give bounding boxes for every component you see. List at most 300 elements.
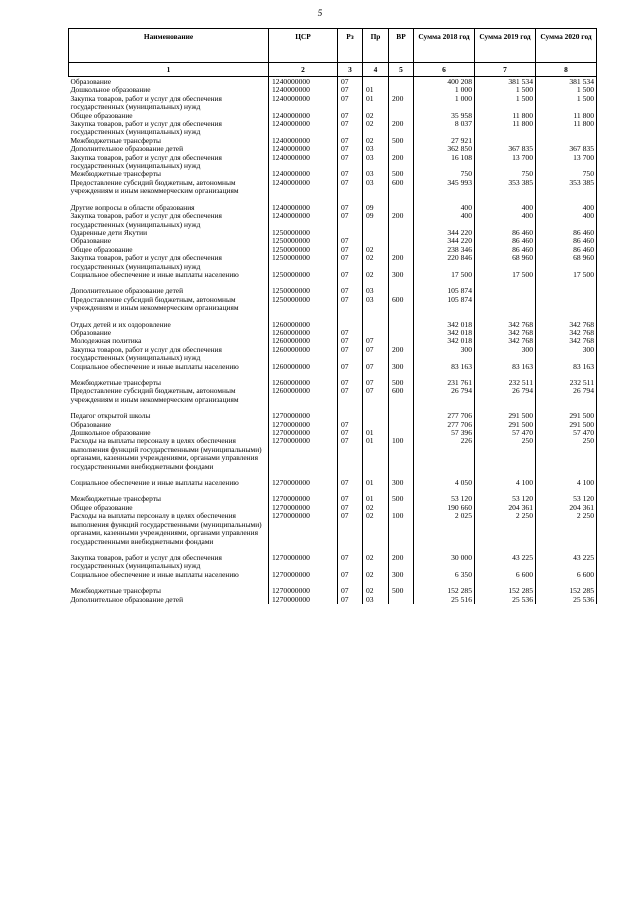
cell-name: Дошкольное образование [70, 85, 151, 95]
cell-rz: 07 [338, 512, 363, 546]
budget-table [68, 28, 597, 604]
cell-pr: 03 [363, 145, 389, 153]
cell-csr: 1270000000 [269, 421, 338, 429]
cell-sum-2020: 2 250 [536, 512, 597, 546]
cell-sum-2020: 6 600 [536, 571, 597, 579]
cell-sum-2020: 353 385 [536, 179, 597, 196]
cell-sum-2018: 8 037 [414, 120, 475, 137]
cell-sum-2019: 300 [475, 346, 536, 363]
cell-rz: 07 [338, 329, 363, 337]
table-row [69, 212, 597, 229]
cell-csr: 1240000000 [269, 77, 338, 87]
cell-csr: 1240000000 [269, 120, 338, 137]
cell-vr: 200 [389, 212, 414, 229]
cell-sum-2019: 291 500 [475, 421, 536, 429]
cell-name: Социальное обеспечение и иные выплаты населению [70, 478, 239, 488]
cell-sum-2018: 362 850 [414, 145, 475, 153]
cell-csr: 1260000000 [269, 329, 338, 337]
cell-csr: 1240000000 [269, 86, 338, 94]
table-row [69, 554, 597, 571]
cell-rz: 07 [338, 287, 363, 295]
cell-sum-2019: 11 800 [475, 112, 536, 120]
cell-name: Предоставление субсидий бюджетным, автономным учреждениям и иным некоммерческим организациям [70, 386, 239, 404]
cell-pr: 03 [363, 296, 389, 313]
cell-vr: 300 [389, 571, 414, 579]
cell-vr: 200 [389, 154, 414, 171]
cell-csr: 1270000000 [269, 504, 338, 512]
cell-rz: 07 [338, 212, 363, 229]
cell-sum-2019 [475, 296, 536, 313]
cell-csr: 1250000000 [269, 287, 338, 295]
cell-rz: 07 [338, 363, 363, 371]
cell-sum-2020: 400 [536, 204, 597, 212]
cell-rz: 07 [338, 379, 363, 387]
budget-table-sheet [68, 28, 596, 604]
cell-name: Закупка товаров, работ и услуг для обеспечения государственных (муниципальных) нужд [70, 253, 222, 271]
cell-vr: 500 [389, 137, 414, 145]
cell-sum-2018: 400 [414, 212, 475, 229]
table-row [69, 387, 597, 404]
cell-sum-2020 [536, 287, 597, 295]
cell-sum-2020: 13 700 [536, 154, 597, 171]
header-number-2: 2 [269, 63, 338, 77]
header-number-4: 4 [363, 63, 389, 77]
cell-sum-2018: 6 350 [414, 571, 475, 579]
cell-sum-2020: 232 511 [536, 379, 597, 387]
cell-pr [363, 313, 389, 321]
cell-sum-2020: 53 120 [536, 495, 597, 503]
cell-sum-2018: 35 958 [414, 112, 475, 120]
cell-rz: 07 [338, 387, 363, 404]
cell-name: Отдых детей и их оздоровление [70, 319, 171, 329]
cell-pr: 02 [363, 512, 389, 546]
cell-rz: 07 [338, 154, 363, 171]
cell-pr: 03 [363, 154, 389, 171]
cell-sum-2019: 86 460 [475, 229, 536, 237]
table-row [69, 95, 597, 112]
cell-sum-2020: 4 100 [536, 479, 597, 487]
cell-name: Социальное обеспечение и иные выплаты населению [70, 569, 239, 579]
cell-vr [389, 313, 414, 321]
cell-vr [389, 329, 414, 337]
cell-sum-2020: 204 361 [536, 504, 597, 512]
table-row [69, 512, 597, 546]
cell-sum-2020: 11 800 [536, 120, 597, 137]
table-row [69, 571, 597, 579]
header-number-5: 5 [389, 63, 414, 77]
cell-csr: 1240000000 [269, 154, 338, 171]
cell-pr: 07 [363, 346, 389, 363]
cell-sum-2019: 291 500 [475, 412, 536, 420]
cell-name: Дополнительное образование детей [70, 144, 184, 154]
cell-sum-2018: 16 108 [414, 154, 475, 171]
cell-sum-2019: 250 [475, 437, 536, 471]
cell-sum-2018: 300 [414, 346, 475, 363]
cell-sum-2018: 57 396 [414, 429, 475, 437]
cell-csr: 1260000000 [269, 387, 338, 404]
cell-sum-2020: 250 [536, 437, 597, 471]
cell-sum-2018: 342 018 [414, 329, 475, 337]
cell-sum-2020: 342 768 [536, 337, 597, 345]
cell-sum-2020 [536, 296, 597, 313]
cell-name: Одаренные дети Якутии [70, 227, 148, 237]
header-sum-2018: Сумма 2018 год [414, 29, 475, 63]
cell-sum-2019: 53 120 [475, 495, 536, 503]
cell-name: Межбюджетные трансферты [70, 586, 161, 596]
cell-sum-2019: 68 960 [475, 254, 536, 271]
cell-rz: 07 [338, 337, 363, 345]
cell-sum-2019: 204 361 [475, 504, 536, 512]
cell-sum-2020: 86 460 [536, 237, 597, 245]
cell-csr: 1260000000 [269, 346, 338, 363]
cell-sum-2019: 400 [475, 212, 536, 229]
cell-csr: 1260000000 [269, 321, 338, 329]
cell-pr: 02 [363, 246, 389, 254]
cell-sum-2018: 342 018 [414, 337, 475, 345]
cell-pr: 03 [363, 287, 389, 295]
cell-pr: 07 [363, 363, 389, 371]
cell-csr: 1270000000 [269, 495, 338, 503]
cell-rz: 07 [338, 86, 363, 94]
page-number: 5 [317, 8, 323, 18]
cell-sum-2018: 220 846 [414, 254, 475, 271]
cell-sum-2020: 86 460 [536, 229, 597, 237]
cell-sum-2018: 53 120 [414, 495, 475, 503]
cell-vr: 600 [389, 296, 414, 313]
cell-name: Социальное обеспечение и иные выплаты населению [70, 269, 239, 279]
cell-csr: 1240000000 [269, 170, 338, 178]
cell-pr: 03 [363, 170, 389, 178]
cell-sum-2018: 83 163 [414, 363, 475, 371]
cell-name: Закупка товаров, работ и услуг для обеспечения государственных (муниципальных) нужд [70, 211, 222, 229]
cell-sum-2020: 291 500 [536, 412, 597, 420]
cell-sum-2020: 750 [536, 170, 597, 178]
header-number-3: 3 [338, 63, 363, 77]
cell-sum-2018: 400 [414, 204, 475, 212]
header-number-1: 1 [69, 63, 269, 77]
cell-sum-2018: 277 706 [414, 412, 475, 420]
cell-vr: 300 [389, 363, 414, 371]
cell-rz: 07 [338, 421, 363, 429]
cell-csr: 1240000000 [269, 112, 338, 120]
cell-vr [389, 229, 414, 237]
cell-name: Предоставление субсидий бюджетным, автономным учреждениям и иным некоммерческим организациям [70, 294, 239, 313]
cell-sum-2020: 17 500 [536, 271, 597, 279]
cell-name: Дополнительное образование детей [70, 286, 184, 296]
cell-sum-2020: 68 960 [536, 254, 597, 271]
cell-sum-2019: 381 534 [475, 77, 536, 87]
table-row [69, 154, 597, 171]
cell-csr: 1270000000 [269, 479, 338, 487]
cell-sum-2018: 4 050 [414, 479, 475, 487]
cell-rz: 07 [338, 237, 363, 245]
cell-rz: 07 [338, 120, 363, 137]
cell-rz: 07 [338, 254, 363, 271]
header-name: Наименование [69, 29, 269, 63]
cell-name: Закупка товаров, работ и услуг для обеспечения государственных (муниципальных) нужд [70, 344, 222, 363]
cell-vr [389, 596, 414, 604]
cell-name: Межбюджетные трансферты [70, 135, 161, 145]
header-csr: ЦСР [269, 29, 338, 63]
cell-sum-2020: 1 500 [536, 95, 597, 112]
cell-sum-2020: 11 800 [536, 112, 597, 120]
cell-pr: 07 [363, 379, 389, 387]
cell-sum-2019: 367 835 [475, 145, 536, 153]
cell-sum-2020: 342 768 [536, 321, 597, 329]
cell-vr: 100 [389, 512, 414, 546]
cell-pr: 02 [363, 137, 389, 145]
cell-csr: 1250000000 [269, 246, 338, 254]
table-row [69, 363, 597, 371]
cell-name: Общее образование [70, 502, 133, 512]
cell-sum-2019: 4 100 [475, 479, 536, 487]
cell-rz: 07 [338, 137, 363, 145]
cell-sum-2018: 190 660 [414, 504, 475, 512]
header-rz: Рз [338, 29, 363, 63]
cell-rz: 07 [338, 246, 363, 254]
cell-vr: 200 [389, 346, 414, 363]
cell-rz: 07 [338, 179, 363, 196]
cell-pr: 01 [363, 95, 389, 112]
table-row [69, 179, 597, 196]
cell-rz: 07 [338, 346, 363, 363]
cell-sum-2019: 1 500 [475, 86, 536, 94]
cell-csr: 1270000000 [269, 571, 338, 579]
cell-sum-2020: 83 163 [536, 363, 597, 371]
cell-sum-2018: 105 874 [414, 296, 475, 313]
cell-sum-2019: 86 460 [475, 246, 536, 254]
cell-sum-2018: 231 761 [414, 379, 475, 387]
cell-name: Молодежная политика [70, 336, 142, 346]
cell-sum-2019: 750 [475, 170, 536, 178]
cell-sum-2018: 750 [414, 170, 475, 178]
cell-pr: 01 [363, 479, 389, 487]
cell-csr: 1270000000 [269, 412, 338, 420]
cell-rz: 07 [338, 112, 363, 120]
cell-sum-2020: 400 [536, 212, 597, 229]
cell-csr: 1270000000 [269, 437, 338, 471]
cell-pr: 03 [363, 596, 389, 604]
cell-vr: 300 [389, 479, 414, 487]
cell-name: Общее образование [70, 110, 133, 120]
cell-csr: 1240000000 [269, 179, 338, 196]
table-row [69, 596, 597, 604]
cell-sum-2020: 26 794 [536, 387, 597, 404]
cell-sum-2020: 342 768 [536, 329, 597, 337]
cell-rz: 07 [338, 170, 363, 178]
cell-sum-2020: 381 534 [536, 77, 597, 87]
cell-sum-2018: 344 220 [414, 229, 475, 237]
cell-vr: 200 [389, 95, 414, 112]
cell-sum-2019 [475, 287, 536, 295]
cell-vr: 200 [389, 554, 414, 571]
cell-csr: 1240000000 [269, 137, 338, 145]
cell-rz: 07 [338, 145, 363, 153]
cell-sum-2020: 152 285 [536, 587, 597, 595]
cell-rz: 07 [338, 587, 363, 595]
table-row [69, 120, 597, 137]
cell-rz: 07 [338, 495, 363, 503]
cell-pr: 02 [363, 587, 389, 595]
cell-rz: 07 [338, 596, 363, 604]
cell-pr: 07 [363, 337, 389, 345]
cell-sum-2018: 26 794 [414, 387, 475, 404]
cell-sum-2019: 400 [475, 204, 536, 212]
cell-pr: 02 [363, 571, 389, 579]
cell-csr: 1250000000 [269, 271, 338, 279]
cell-csr: 1270000000 [269, 587, 338, 595]
cell-csr: 1270000000 [269, 596, 338, 604]
cell-pr: 09 [363, 204, 389, 212]
cell-sum-2018: 400 208 [414, 77, 475, 87]
cell-sum-2020: 25 536 [536, 596, 597, 604]
cell-sum-2018: 2 025 [414, 512, 475, 546]
cell-csr: 1250000000 [269, 229, 338, 237]
cell-pr: 02 [363, 254, 389, 271]
cell-name: Образование [70, 77, 112, 86]
header-sum-2020: Сумма 2020 год [536, 29, 597, 63]
cell-pr: 01 [363, 495, 389, 503]
cell-sum-2019: 232 511 [475, 379, 536, 387]
cell-sum-2020: 86 460 [536, 246, 597, 254]
cell-rz: 07 [338, 296, 363, 313]
cell-pr: 02 [363, 504, 389, 512]
cell-sum-2020: 291 500 [536, 421, 597, 429]
cell-csr: 1270000000 [269, 429, 338, 437]
cell-name: Образование [70, 327, 112, 337]
cell-sum-2018: 1 000 [414, 86, 475, 94]
cell-vr: 200 [389, 254, 414, 271]
header-number-8: 8 [536, 63, 597, 77]
cell-sum-2018: 345 993 [414, 179, 475, 196]
cell-rz: 07 [338, 204, 363, 212]
cell-vr: 600 [389, 387, 414, 404]
cell-name: Закупка товаров, работ и услуг для обеспечения государственных (муниципальных) нужд [70, 152, 222, 171]
cell-rz: 07 [338, 95, 363, 112]
header-number-7: 7 [475, 63, 536, 77]
cell-rz: 07 [338, 437, 363, 471]
cell-sum-2018: 1 000 [414, 95, 475, 112]
cell-name: Педагог открытой школы [70, 411, 151, 421]
table-row [69, 346, 597, 363]
cell-rz: 07 [338, 429, 363, 437]
cell-rz: 07 [338, 271, 363, 279]
cell-rz: 07 [338, 504, 363, 512]
cell-vr [389, 237, 414, 245]
cell-name: Предоставление субсидий бюджетным, автономным учреждениям и иным некоммерческим организациям [70, 177, 239, 196]
cell-csr: 1240000000 [269, 204, 338, 212]
cell-csr: 1260000000 [269, 363, 338, 371]
cell-pr: 02 [363, 112, 389, 120]
table-row [69, 254, 597, 271]
cell-sum-2019: 342 768 [475, 329, 536, 337]
cell-sum-2019: 342 768 [475, 321, 536, 329]
cell-pr: 03 [363, 179, 389, 196]
cell-sum-2018: 105 874 [414, 287, 475, 295]
cell-csr: 1260000000 [269, 337, 338, 345]
cell-pr: 01 [363, 437, 389, 471]
cell-vr [389, 279, 414, 287]
cell-name: Межбюджетные трансферты [70, 169, 161, 179]
cell-sum-2018: 25 516 [414, 596, 475, 604]
cell-vr: 600 [389, 179, 414, 196]
cell-vr: 500 [389, 495, 414, 503]
cell-sum-2018: 152 285 [414, 587, 475, 595]
cell-vr: 100 [389, 437, 414, 471]
cell-csr: 1250000000 [269, 296, 338, 313]
cell-sum-2019: 25 536 [475, 596, 536, 604]
cell-vr [389, 412, 414, 420]
cell-sum-2018: 342 018 [414, 321, 475, 329]
cell-csr: 1250000000 [269, 254, 338, 271]
cell-sum-2019 [475, 279, 536, 287]
cell-name: Другие вопросы в области образования [70, 202, 195, 212]
cell-pr: 01 [363, 429, 389, 437]
cell-pr: 02 [363, 271, 389, 279]
cell-sum-2019: 86 460 [475, 237, 536, 245]
cell-sum-2018: 238 346 [414, 246, 475, 254]
cell-sum-2019: 1 500 [475, 95, 536, 112]
cell-rz: 07 [338, 554, 363, 571]
cell-pr: 09 [363, 212, 389, 229]
cell-sum-2019: 26 794 [475, 387, 536, 404]
cell-vr [389, 421, 414, 429]
cell-sum-2019: 17 500 [475, 271, 536, 279]
cell-pr [363, 404, 389, 412]
cell-sum-2018: 277 706 [414, 421, 475, 429]
cell-name: Образование [70, 236, 112, 246]
cell-name: Межбюджетные трансферты [70, 494, 161, 504]
cell-pr: 01 [363, 86, 389, 94]
cell-vr [389, 321, 414, 329]
cell-name: Общее образование [70, 244, 133, 254]
cell-rz [338, 313, 363, 321]
cell-sum-2020: 43 225 [536, 554, 597, 571]
cell-csr: 1240000000 [269, 212, 338, 229]
cell-sum-2018: 30 000 [414, 554, 475, 571]
cell-name: Образование [70, 419, 112, 429]
cell-sum-2019: 11 800 [475, 120, 536, 137]
cell-sum-2018: 226 [414, 437, 475, 471]
cell-pr: 02 [363, 554, 389, 571]
cell-sum-2019: 6 600 [475, 571, 536, 579]
cell-rz: 07 [338, 571, 363, 579]
cell-csr: 1240000000 [269, 95, 338, 112]
cell-rz: 07 [338, 479, 363, 487]
cell-name: Расходы на выплаты персоналу в целях обеспечения выполнения функций государственными (муниципальными) органами, казенными учреждениями, органами управления государственными внебюджетными фондами [70, 436, 262, 471]
cell-sum-2018: 344 220 [414, 237, 475, 245]
header-sum-2019: Сумма 2019 год [475, 29, 536, 63]
table-row [69, 271, 597, 279]
cell-name: Закупка товаров, работ и услуг для обеспечения государственных (муниципальных) нужд [70, 552, 222, 571]
cell-csr: 1270000000 [269, 512, 338, 546]
cell-vr: 500 [389, 587, 414, 595]
table-body [69, 77, 597, 604]
cell-sum-2020: 367 835 [536, 145, 597, 153]
cell-name: Расходы на выплаты персоналу в целях обеспечения выполнения функций государственными (муниципальными) органами, казенными учреждениями, органами управления государственными внебюджетными фондами [70, 511, 262, 546]
cell-name: Закупка товаров, работ и услуг для обеспечения государственных (муниципальных) нужд [70, 119, 222, 137]
cell-csr: 1240000000 [269, 145, 338, 153]
cell-pr [363, 321, 389, 329]
table-header [69, 29, 597, 77]
header-number-6: 6 [414, 63, 475, 77]
cell-sum-2019: 152 285 [475, 587, 536, 595]
header-pr: Пр [363, 29, 389, 63]
table-row [69, 479, 597, 487]
cell-name: Межбюджетные трансферты [70, 378, 161, 387]
cell-csr: 1260000000 [269, 379, 338, 387]
cell-vr: 500 [389, 170, 414, 178]
